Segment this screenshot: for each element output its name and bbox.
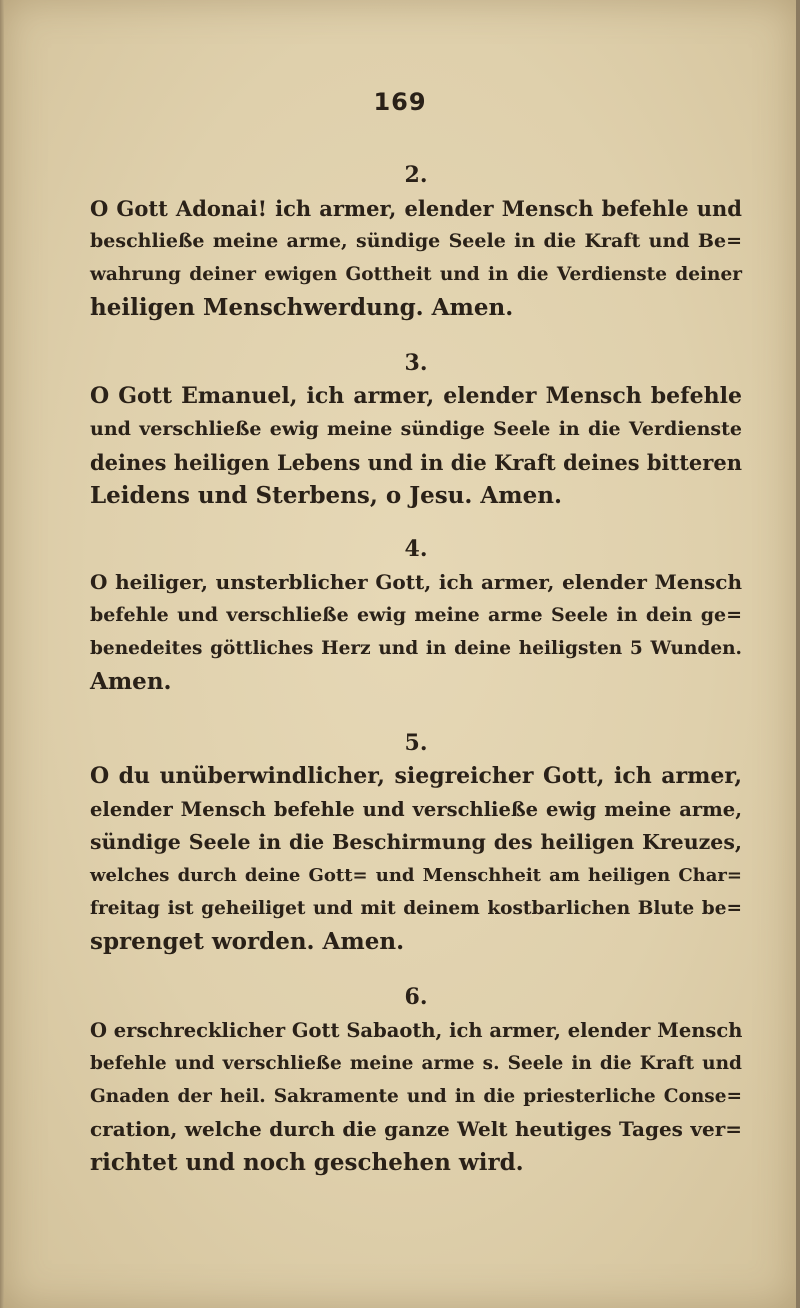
text-line: Amen. xyxy=(90,668,172,695)
prayer-section-6 xyxy=(90,980,742,1179)
text-line: benedeites göttliches Herz und in deine heiligsten 5 Wunden. xyxy=(90,638,742,659)
text-line: richtet und noch geschehen wird. xyxy=(90,1149,524,1176)
text-line: und verschließe ewig meine sündige Seele in die Verdienste xyxy=(90,418,742,440)
section-number: 3. xyxy=(404,350,428,376)
text-line: O erschrecklicher Gott Sabaoth, ich armer, elender Mensch xyxy=(90,1019,743,1042)
text-line: sündige Seele in die Beschirmung des heiligen Kreuzes, xyxy=(90,830,742,854)
text-line: O du unüberwindlicher, siegreicher Gott, ich armer, xyxy=(90,763,742,789)
section-number: 6. xyxy=(404,984,428,1010)
text-line: O Gott Emanuel, ich armer, elender Mensch befehle xyxy=(90,383,742,409)
text-line: freitag ist geheiliget und mit deinem kostbarlichen Blute be= xyxy=(90,898,742,919)
text-line: O Gott Adonai! ich armer, elender Mensch befehle und xyxy=(90,196,742,221)
prayer-section-2 xyxy=(90,158,742,324)
page-number: 169 xyxy=(373,88,427,116)
prayer-section-3 xyxy=(90,346,742,512)
text-line: heiligen Menschwerdung. Amen. xyxy=(90,294,514,321)
text-line: elender Mensch befehle und verschließe ewig meine arme, xyxy=(90,798,742,821)
text-line: deines heiligen Lebens und in die Kraft deines bitteren xyxy=(90,450,742,475)
prayer-section-5 xyxy=(90,726,742,958)
text-line: Gnaden der heil. Sakramente und in die priesterliche Conse= xyxy=(90,1086,742,1107)
book-page xyxy=(4,0,796,1308)
text-line: sprenget worden. Amen. xyxy=(90,928,405,955)
text-line: O heiliger, unsterblicher Gott, ich armer, elender Mensch xyxy=(90,570,742,594)
text-line: welches durch deine Gott= und Menschheit am heiligen Char= xyxy=(90,865,742,886)
text-line: wahrung deiner ewigen Gottheit und in die Verdienste deiner xyxy=(90,264,742,285)
text-line: beschließe meine arme, sündige Seele in die Kraft und Be= xyxy=(90,230,742,252)
section-number: 2. xyxy=(404,162,428,188)
prayer-section-4 xyxy=(90,532,742,698)
section-number: 5. xyxy=(404,730,428,756)
text-line: cration, welche durch die ganze Welt heutiges Tages ver= xyxy=(90,1117,742,1141)
page-content xyxy=(90,154,742,1179)
section-number: 4. xyxy=(404,536,428,562)
text-line: befehle und verschließe meine arme s. Seele in die Kraft und xyxy=(90,1053,742,1074)
text-line: befehle und verschließe ewig meine arme Seele in dein ge= xyxy=(90,604,742,626)
text-line: Leidens und Sterbens, o Jesu. Amen. xyxy=(90,482,562,509)
